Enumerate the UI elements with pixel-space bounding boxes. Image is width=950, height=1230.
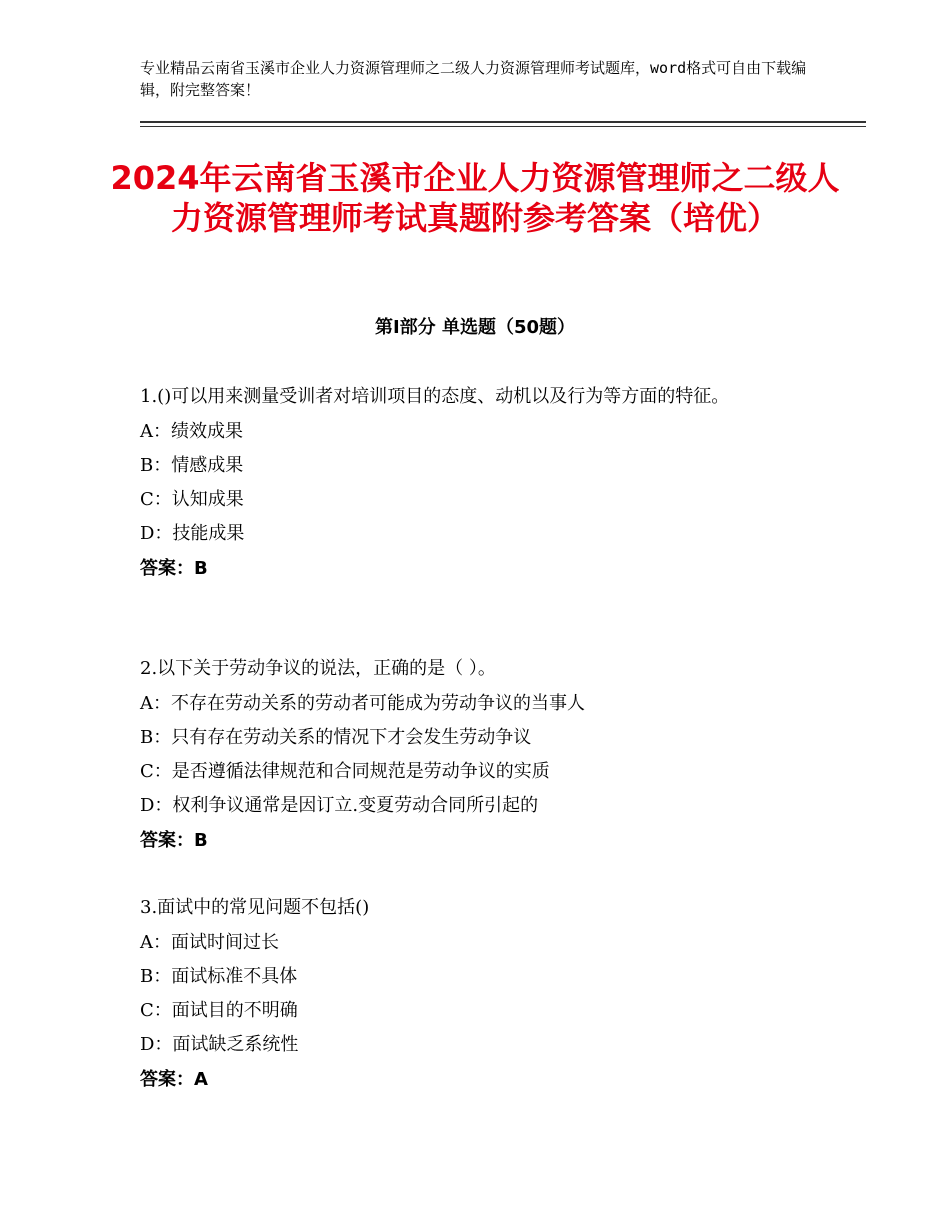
option-a: A：面试时间过长 xyxy=(140,932,279,953)
question-stem: 2.以下关于劳动争议的说法，正确的是（ ）。 xyxy=(140,658,496,679)
option-c: C：认知成果 xyxy=(140,489,244,510)
answer: 答案：A xyxy=(140,1069,208,1090)
section-title: 第Ⅰ部分 单选题（50题） xyxy=(374,317,575,338)
header-divider-thick xyxy=(140,121,866,123)
question-2 xyxy=(140,653,820,859)
option-a: A：不存在劳动关系的劳动者可能成为劳动争议的当事人 xyxy=(140,693,585,714)
answer: 答案：B xyxy=(140,558,208,579)
header-divider-thin xyxy=(140,126,866,127)
option-a: A：绩效成果 xyxy=(140,421,243,442)
option-d: D：面试缺乏系统性 xyxy=(140,1034,299,1055)
option-c: C：是否遵循法律规范和合同规范是劳动争议的实质 xyxy=(140,761,550,782)
option-b: B：只有存在劳动关系的情况下才会发生劳动争议 xyxy=(140,727,532,748)
question-stem: 3.面试中的常见问题不包括() xyxy=(140,897,370,918)
question-3 xyxy=(140,892,820,1098)
option-d: D：技能成果 xyxy=(140,523,245,544)
question-1 xyxy=(140,381,820,587)
option-c: C：面试目的不明确 xyxy=(140,1000,298,1021)
header-note: 专业精品云南省玉溪市企业人力资源管理师之二级人力资源管理师考试题库，word格式可自由下载编辑，附完整答案！ xyxy=(140,59,807,99)
answer: 答案：B xyxy=(140,830,208,851)
option-d: D：权利争议通常是因订立.变夏劳动合同所引起的 xyxy=(140,795,539,816)
question-stem: 1.()可以用来测量受训者对培训项目的态度、动机以及行为等方面的特征。 xyxy=(140,386,730,407)
option-b: B：面试标准不具体 xyxy=(140,966,298,987)
document-title: 2024年云南省玉溪市企业人力资源管理师之二级人力资源管理师考试真题附参考答案（培优） xyxy=(110,159,840,237)
option-b: B：情感成果 xyxy=(140,455,244,476)
